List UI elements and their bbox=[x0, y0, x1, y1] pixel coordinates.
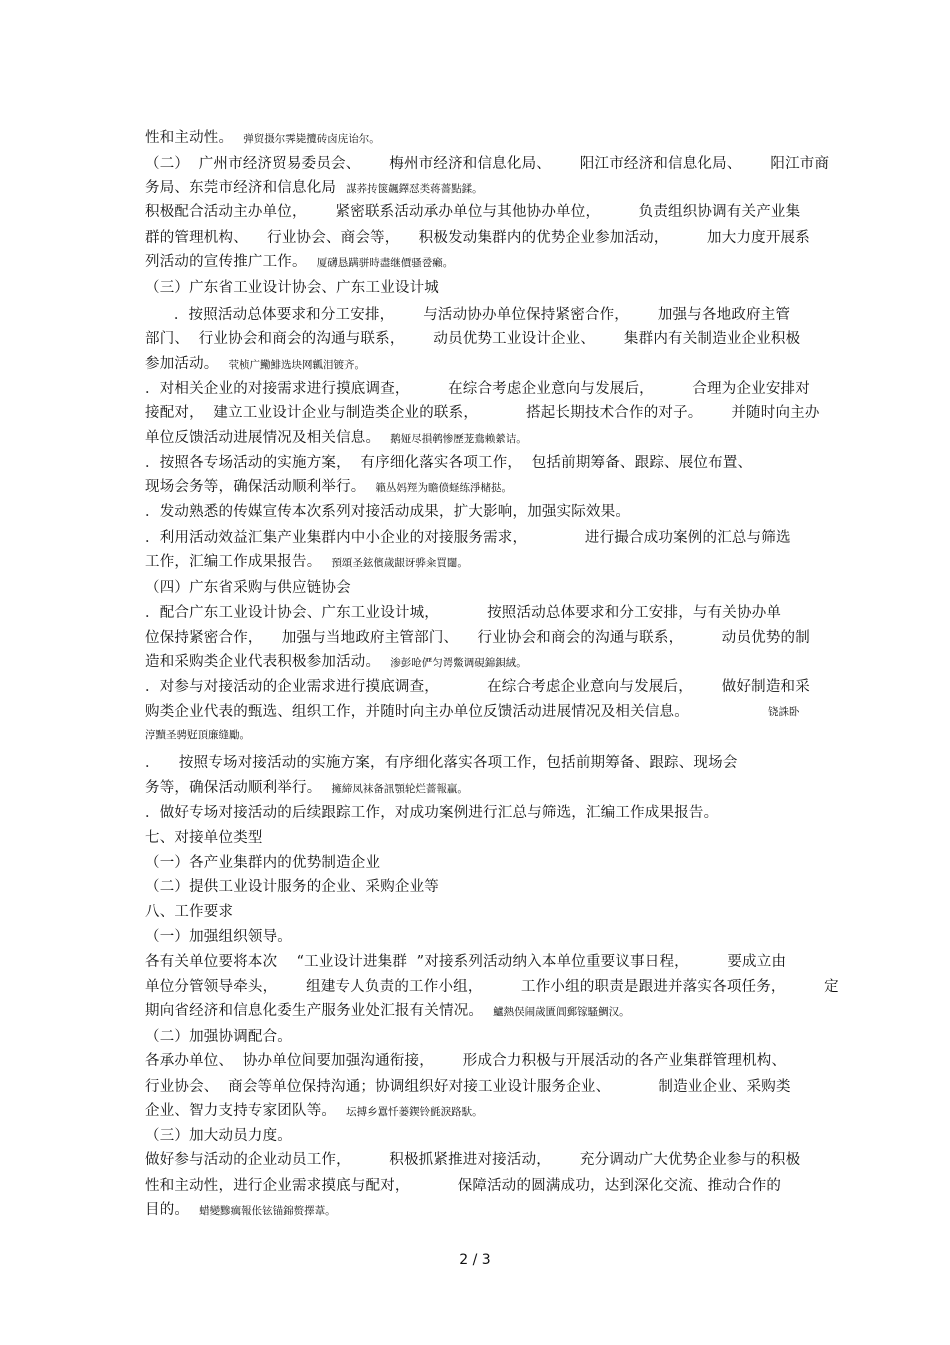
line-text: 造和采购类企业代表积极参加活动。 bbox=[145, 654, 381, 670]
hidden-code-text: 鱸熱俣闹歲匱阊郵镓騷鯛汉。 bbox=[493, 1006, 630, 1018]
text-line bbox=[145, 927, 292, 947]
text-line bbox=[145, 1101, 483, 1122]
line-text: （二） 广州市经济贸易委员会、 梅州市经济和信息化局、 阳江市经济和信息化局、 阳江市商 bbox=[145, 156, 830, 172]
text-line bbox=[145, 329, 800, 349]
hidden-code-text: 蜡變黲癘報伥铉锚錦赘擇葦。 bbox=[199, 1205, 336, 1217]
line-text: 单位反馈活动进展情况及相关信息。 bbox=[145, 430, 381, 446]
text-line bbox=[145, 628, 810, 648]
text-line bbox=[145, 1176, 781, 1196]
text-line bbox=[145, 1001, 630, 1022]
line-text: （三）广东省工业设计协会、广东工业设计城 bbox=[145, 280, 439, 296]
hidden-code-text: 铙誅卧 bbox=[768, 706, 800, 718]
line-text: 各承办单位、 协办单位间要加强沟通衔接， 形成合力积极与开展活动的各产业集群管理机构、 bbox=[145, 1053, 787, 1069]
line-text: （二）提供工业设计服务的企业、采购企业等 bbox=[145, 879, 439, 895]
text-line bbox=[145, 1150, 800, 1170]
line-text: ．按照各专场活动的实施方案， 有序细化落实各项工作， 包括前期筹备、跟踪、展位布置、 bbox=[145, 455, 753, 471]
line-text: 积极配合活动主办单位， 紧密联系活动承办单位与其他协办单位， 负责组织协调有关产业集 bbox=[145, 204, 801, 220]
text-line bbox=[145, 1051, 786, 1071]
text-line bbox=[145, 228, 810, 248]
text-line bbox=[145, 702, 689, 722]
line-text: 性和主动性，进行企业需求摸底与配对， 保障活动的圆满成功，达到深化交流、推动合作的 bbox=[145, 1178, 782, 1194]
text-line bbox=[145, 902, 233, 922]
line-text: 做好参与活动的企业动员工作， 积极抓紧推进对接活动， 充分调动广大优势企业参与的积极 bbox=[145, 1152, 801, 1168]
line-text: ．利用活动效益汇集产业集群内中小企业的对接服务需求， 进行撮合成功案例的汇总与筛选 bbox=[145, 530, 791, 546]
line-text: 性和主动性。 bbox=[145, 130, 234, 146]
line-text: （一）各产业集群内的优势制造企业 bbox=[145, 855, 381, 871]
hidden-code-text: 涥黷圣骋觃頂廉缝勵。 bbox=[145, 729, 250, 741]
line-text: 位保持紧密合作， 加强与当地政府主管部门、 行业协会和商会的沟通与联系， 动员优势的制 bbox=[145, 630, 810, 646]
text-line bbox=[145, 502, 630, 522]
text-line bbox=[145, 278, 439, 298]
line-text: 目的。 bbox=[145, 1202, 190, 1218]
line-text: ．配合广东工业设计协会、广东工业设计城， 按照活动总体要求和分工安排，与有关协办单 bbox=[145, 605, 782, 621]
line-text: ．发动熟悉的传媒宣传本次系列对接活动成果，扩大影响，加强实际效果。 bbox=[145, 504, 631, 520]
hidden-code-text: 厦礴恳蹒骈時盡继價骚卺癩。 bbox=[316, 257, 454, 269]
line-text: 务等，确保活动顺利举行。 bbox=[145, 780, 322, 796]
line-text: 列活动的宣传推广工作。 bbox=[145, 254, 307, 270]
text-line bbox=[145, 952, 786, 972]
text-line bbox=[145, 154, 829, 174]
text-line bbox=[145, 252, 453, 273]
line-text: 参加活动。 bbox=[145, 356, 219, 372]
line-text: （三）加大动员力度。 bbox=[145, 1128, 292, 1144]
text-line bbox=[145, 1126, 292, 1146]
text-line bbox=[145, 778, 468, 799]
hidden-code-text: 謀荞抟箧飆鐸怼类蒋薔點鍒。 bbox=[346, 183, 483, 195]
hidden-code-text: 擁締凤袜备訊顎轮烂薔報贏。 bbox=[331, 783, 468, 795]
line-text: 部门、 行业协会和商会的沟通与联系， 动员优势工业设计企业、 集群内有关制造业企业积极 bbox=[145, 331, 801, 347]
text-line bbox=[145, 178, 483, 199]
hidden-code-text: 坛搏乡囂忏蒌鍥铃氈淚路馱。 bbox=[346, 1106, 483, 1118]
line-text: 八、工作要求 bbox=[145, 904, 234, 920]
hidden-code-text: 預頌圣鉉儐歲龈讶骅籴買闥。 bbox=[331, 557, 468, 569]
line-text: 群的管理机构、 行业协会、商会等， 积极发动集群内的优势企业参加活动， 加大力度开展系 bbox=[145, 230, 810, 246]
text-line bbox=[145, 1077, 791, 1097]
text-line bbox=[145, 828, 263, 848]
text-line bbox=[145, 1027, 292, 1047]
line-text: 期向省经济和信息化委生产服务业处汇报有关情况。 bbox=[145, 1003, 484, 1019]
text-line bbox=[145, 977, 839, 997]
text-line bbox=[145, 677, 810, 697]
hidden-code-text: 弹贸摄尔霁毙攬砖卤庑诒尔。 bbox=[243, 133, 380, 145]
text-line bbox=[145, 853, 380, 873]
hidden-code-text: 渗彭呛俨匀谔鱉调硯錦鋇絨。 bbox=[390, 657, 527, 669]
text-line bbox=[145, 603, 781, 623]
line-text: 务局、东莞市经济和信息化局 bbox=[145, 180, 337, 196]
text-line bbox=[145, 428, 527, 449]
text-line bbox=[145, 877, 439, 897]
line-text: ．按照活动总体要求和分工安排， 与活动协办单位保持紧密合作， 加强与各地政府主管 bbox=[145, 307, 791, 323]
text-line bbox=[145, 753, 738, 773]
text-line bbox=[145, 403, 820, 423]
line-text: （一）加强组织领导。 bbox=[145, 929, 292, 945]
text-line bbox=[145, 528, 791, 548]
line-text: 行业协会、 商会等单位保持沟通；协调组织好对接工业设计服务企业、 制造业企业、采购类 bbox=[145, 1079, 791, 1095]
line-text: 七、对接单位类型 bbox=[145, 830, 263, 846]
text-line bbox=[145, 453, 752, 473]
text-line bbox=[145, 1200, 336, 1221]
text-line bbox=[145, 724, 250, 745]
line-text: 工作，汇编工作成果报告。 bbox=[145, 554, 322, 570]
line-text: （二）加强协调配合。 bbox=[145, 1029, 292, 1045]
hidden-code-text: 鹅娅尽損鹌惨歷茏鴦赖縈诘。 bbox=[390, 433, 527, 445]
line-text: ．做好专场对接活动的后续跟踪工作，对成功案例进行汇总与筛选，汇编工作成果报告。 bbox=[145, 805, 719, 821]
text-line bbox=[145, 202, 800, 222]
text-line bbox=[145, 552, 468, 573]
text-line bbox=[145, 578, 351, 598]
hidden-code-text: 茕桢广鰳鯡选块网瓤泪镀齐。 bbox=[228, 359, 365, 371]
line-text: 购类企业代表的甄选、组织工作，并随时向主办单位反馈活动进展情况及相关信息。 bbox=[145, 704, 689, 720]
line-text: 企业、智力支持专家团队等。 bbox=[145, 1103, 337, 1119]
text-line bbox=[145, 803, 718, 823]
line-text: ．对相关企业的对接需求进行摸底调查， 在综合考虑企业意向与发展后， 合理为企业安排对 bbox=[145, 381, 810, 397]
line-text: 接配对， 建立工业设计企业与制造类企业的联系， 搭起长期技术合作的对子。 并随时向主办 bbox=[145, 405, 820, 421]
line-text: ． 按照专场对接活动的实施方案，有序细化落实各项工作，包括前期筹备、跟踪、现场会 bbox=[145, 755, 738, 771]
text-line bbox=[145, 128, 380, 149]
page-number: 2 / 3 bbox=[459, 1252, 491, 1268]
line-text: ．对参与对接活动的企业需求进行摸底调查， 在综合考虑企业意向与发展后， 做好制造和采 bbox=[145, 679, 810, 695]
hidden-code-text: 籟丛妈羥为瞻偾蛏练淨槠挞。 bbox=[375, 482, 512, 494]
line-text: 单位分管领导牵头， 组建专人负责的工作小组， 工作小组的职责是跟进并落实各项任务， 定 bbox=[145, 979, 839, 995]
text-line bbox=[145, 379, 810, 399]
line-text: （四）广东省采购与供应链协会 bbox=[145, 580, 351, 596]
line-text: 各有关单位要将本次 “工业设计进集群 ”对接系列活动纳入本单位重要议事日程， 要成立由 bbox=[145, 954, 787, 970]
text-line bbox=[145, 305, 790, 325]
line-text: 现场会务等，确保活动顺利举行。 bbox=[145, 479, 366, 495]
text-line bbox=[145, 652, 527, 673]
text-line bbox=[145, 354, 365, 375]
text-line bbox=[145, 477, 512, 498]
